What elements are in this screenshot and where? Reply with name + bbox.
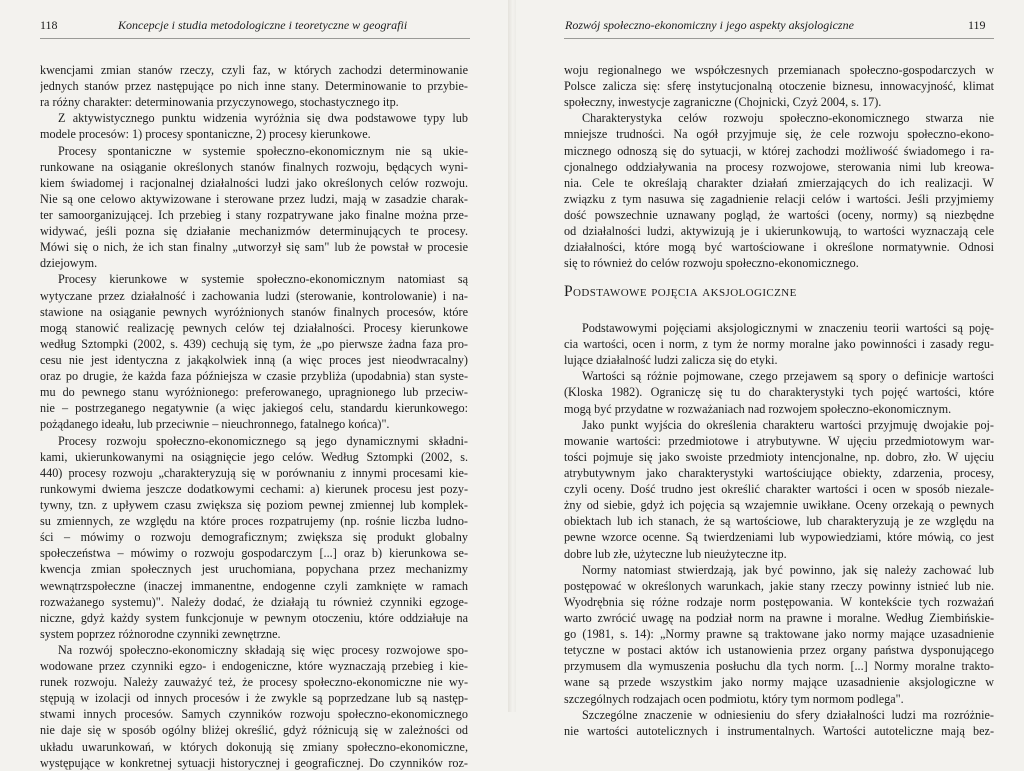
text-line: 440) procesy rozwoju „charakteryzują się w porównaniu z innymi procesami kie- xyxy=(40,465,468,480)
left-header-rule xyxy=(40,38,470,39)
text-line: runkowane na osiąganie określonych stanów finalnych rozwoju, będących wyni- xyxy=(40,159,468,174)
text-line: nie wartości autotelicznych i instrumentalnych. Wartości autoteliczne mają bez- xyxy=(564,723,994,738)
left-page xyxy=(0,0,508,770)
text-line: Jako punkt wyjścia do określenia charakteru wartości przyjmuję dwojakie poj- xyxy=(582,417,994,432)
right-running-title: Rozwój społeczno-ekonomiczny i jego aspekty aksjologiczne xyxy=(565,18,854,32)
text-line: ści – mówimy o rozwoju demograficznym; zwiększa się produkt globalny xyxy=(40,530,468,545)
right-page-number: 119 xyxy=(968,18,986,32)
text-line: według Sztompki (2002, s. 439) cechują się tym, że „po pierwsze żadna faza pro- xyxy=(40,336,468,351)
right-header-rule xyxy=(564,38,994,39)
text-line: Procesy rozwoju społeczno-ekonomicznego są jego dynamicznymi składni- xyxy=(58,433,468,448)
text-line: stępują w izolacji od innych procesów i że zwykle są poprzedzane lub są następ- xyxy=(40,691,468,706)
text-line: widywać, jeśli pozna się działanie mechanizmów determinujących te procesy. xyxy=(40,224,468,239)
text-line: dość powszechnie uznawany pogląd, że wartości (oceny, normy) są niezbędne xyxy=(564,207,994,222)
text-line: wane są przede wszystkim jako normy mające uzasadnienie aksjologiczne w xyxy=(564,675,994,690)
text-line: Mówi się o nich, że ich stan finalny „utworzył się sam" lub że powstał w procesie xyxy=(40,240,468,255)
text-line: układu uwarunkowań, w których dokonują się zmiany społeczno-ekonomiczne, xyxy=(40,739,468,754)
left-running-title: Koncepcje i studia metodologiczne i teoretyczne w geografii xyxy=(118,18,408,32)
text-line: atrybutywnym jako charakterystyki wartościujące obiekty, zdarzenia, procesy, xyxy=(564,465,994,480)
text-line: społeczeństwa – mówimy o rozwoju gospodarczym [...] oraz b) kierunkowa se- xyxy=(40,546,468,561)
text-line: postępować w określonych warunkach, jakie stany rzeczy powinny istnieć lub nie. xyxy=(564,578,994,593)
text-line: Szczególne znaczenie w odniesieniu do sfery działalności ludzi ma rozróżnie- xyxy=(582,707,994,722)
text-line: mogą stanowić realizację pewnych celów tej działalności. Procesy kierunkowe xyxy=(40,320,468,335)
text-line: lujące działalność ludzi zalicza się do etyki. xyxy=(564,353,778,368)
text-line: Normy natomiast stwierdzają, jak być powinno, jak się należy zachować lub xyxy=(582,562,994,577)
text-line: występujące w konkretnej sytuacji historycznej i geograficznej. Do czynników roz- xyxy=(40,755,468,770)
text-line: wewnątrzspołeczne (inaczej immanentne, endogenne czyli zamknięte w ramach xyxy=(40,578,468,593)
text-line: żny od siebie, gdyż ich pojęcia są wzajemnie uwikłane. Oceny orzekają o pewnych xyxy=(564,498,994,513)
text-line: mniejsze trudności. Na ogół przyjmuje się, że cele rozwoju społeczno-ekono- xyxy=(564,127,994,142)
text-line: mogą być przydatne w rozważaniach nad rozwojem społeczno-ekonomicznym. xyxy=(564,401,952,416)
left-page-number: 118 xyxy=(40,18,58,32)
text-line: ra różny charakter: determinowania przyczynowego, stochastycznego itp. xyxy=(40,95,399,110)
text-line: warto zwrócić uwagę na podział norm na prawne i moralne. Według Ziembińskie- xyxy=(564,610,994,625)
text-line: związku z tym nasuwa się zagadnienie relacji celów i wartości. Jeśli przyjmiemy xyxy=(564,191,994,206)
text-line: pewne wzorce ocenne. Są twierdzeniami lub wypowiedziami, które mówią, co jest xyxy=(564,530,994,545)
text-line: Charakterystyka celów rozwoju społeczno-ekonomicznego stwarza nie xyxy=(582,111,994,126)
text-line: pożądanego ideału, lub przeciwnie – nieuchronnego, fatalnego końca)". xyxy=(40,417,390,432)
text-line: czyli oceny. Dość trudno jest określić charakter wartości i ocen w sposób niezale- xyxy=(564,482,994,497)
text-line: kami, ukierunkowanymi na osiągnięcie jego celów. Według Sztompki (2002, s. xyxy=(40,449,468,464)
text-line: runkowymi dwiema jeszcze dodatkowymi cechami: a) kierunek procesu jest pozy- xyxy=(40,481,468,496)
text-line: nia. Cele te określają charakter działań zmierzających do ich realizacji. W xyxy=(564,175,994,190)
text-line: wodowane przez czynniki egzo- i endogeniczne, które wyznaczają przebieg i kie- xyxy=(40,659,468,674)
section-heading: Podstawowe pojęcia aksjologiczne xyxy=(564,283,797,300)
text-line: tetyczne w postaci aktów ich ustanowienia przez organy państwa dysponującego xyxy=(564,643,994,658)
text-line: Wartości są różnie pojmowane, czego przejawem są spory o definicje wartości xyxy=(582,369,994,384)
text-line: Na rozwój społeczno-ekonomiczny składają się więc procesy rozwojowe spo- xyxy=(58,642,468,657)
text-line: rozważanego systemu)". Należy dodać, że działają tu również czynniki egzoge- xyxy=(40,594,468,609)
text-line: cjonalnego oddziaływania na procesy rozwojowe, sterowania nimi lub kreowa- xyxy=(564,159,994,174)
text-line: szczególnych rodzajach ocen podmiotu, który tym normom podlega". xyxy=(564,691,904,706)
right-text-column-top xyxy=(564,62,994,271)
text-line: stawione na osiąganie pewnych wyróżnionych stanów finalnych procesów, które xyxy=(40,304,468,319)
text-line: mu do pewnego stanu wyróżnionego: preferowanego, upragnionego lub przeciw- xyxy=(40,385,468,400)
text-line: (Kloska 1982). Ograniczę się tu do charakterystyki tych pojęć wartości, które xyxy=(564,385,994,400)
text-line: go (1981, s. 14): „Normy prawne są traktowane jako normy mające uzasadnienie xyxy=(564,627,994,642)
text-line: modele procesów: 1) procesy spontaniczne, 2) procesy kierunkowe. xyxy=(40,127,371,142)
text-line: micznego odnoszą się do sytuacji, w której zachodzi możliwość świadomego i ra- xyxy=(564,143,994,158)
text-line: woju regionalnego we współczesnych przemianach społeczno-gospodarczych w xyxy=(564,63,994,77)
text-line: nie daje się w sposób ogólny bliżej określić, gdyż różnicują się w zależności od xyxy=(40,723,468,738)
text-line: kwencjami zmian stanów rzeczy, czyli faz, w których zachodzi determinowanie xyxy=(40,63,468,77)
text-line: cesu nie jest identyczna z jakąkolwiek inną (a więc proces jest nieodwracalny) xyxy=(40,352,468,367)
text-line: się to również do celów rozwoju społeczno-ekonomicznego. xyxy=(564,256,859,271)
text-line: system poprzez różnorodne czynniki zewnętrzne. xyxy=(40,626,281,641)
book-gutter xyxy=(508,0,516,712)
text-line: tości pojmuje się jako swoiste przedmioty intencjonalne, np. dobro, zło. W ujęciu xyxy=(564,449,994,464)
text-line: wytyczane przez działalność i zachowania ludzi (sterowanie, kontrolowanie) i na- xyxy=(40,288,468,303)
text-line: społeczny, inwestycje zagraniczne (Chojnicki, Czyż 2004, s. 17). xyxy=(564,95,882,110)
text-line: od działalności ludzi, aktywizują je i ukierunkowują, to wartości wyznaczają cele xyxy=(564,224,994,239)
text-line: jednych stanów przez następujące po nich inne stany. Determinowanie to przybie- xyxy=(40,79,468,94)
right-page xyxy=(516,0,1024,738)
text-line: su zmiennych, ze względu na które proces rozpatrujemy (np. rośnie liczba ludno- xyxy=(40,514,468,529)
left-text-column xyxy=(40,62,468,771)
text-line: Procesy kierunkowe w systemie społeczno-ekonomicznym natomiast są xyxy=(58,272,468,287)
text-line: tywny, tzn. z upływem czasu zwiększa się poziom pewnej zmiennej lub komplek- xyxy=(40,497,468,512)
text-line: nie – postrzeganego negatywnie (a więc jakiegoś celu, standardu kierunkowego: xyxy=(40,401,468,416)
right-text-column-bottom xyxy=(564,320,994,739)
text-line: Wyodrębnia się różne rodzaje norm postępowania. W kontekście tych rozważań xyxy=(564,594,994,609)
text-line: kiem świadomej i racjonalnej działalności ludzi jako określonych celów rozwoju. xyxy=(40,175,468,190)
text-line: dobre lub złe, użyteczne lub nieużyteczne itp. xyxy=(564,546,787,561)
text-line: runek rozwoju. Należy zauważyć też, że procesy społeczno-ekonomiczne nie wy- xyxy=(40,675,468,690)
text-line: działalności, które mogą być wartościowane i określone normatywnie. Odnosi xyxy=(564,240,994,255)
text-line: cia wartości, ocen i norm, z tym że normy moralne jako powinności i zasady regu- xyxy=(564,337,994,352)
text-line: obiektach lub ich stanach, że są wartościowe, lub charakteryzują je ze względu na xyxy=(564,514,994,529)
text-line: Z aktywistycznego punktu widzenia wyróżnia się dwa podstawowe typy lub xyxy=(58,111,468,126)
text-line: ter samoorganizującej. Ich przebieg i stany rozpatrywane jako finalne można prze- xyxy=(40,207,468,222)
text-line: kwencja zmian społecznych jest uruchomiana, popychana przez mechanizmy xyxy=(40,562,468,577)
text-line: dziejowym. xyxy=(40,256,98,271)
text-line: mowanie wartości: przedmiotowe i atrybutywne. W ujęciu przedmiotowym war- xyxy=(564,433,994,448)
text-line: niczne, gdyż każdy system funkcjonuje w pewnym otoczeniu, które oddziałuje na xyxy=(40,610,468,625)
text-line: stwami innych procesów. Samych czynników rozwoju społeczno-ekonomicznego xyxy=(40,707,468,722)
text-line: Nie są one celowo aktywizowane i sterowane przez ludzi, mają w zasadzie charak- xyxy=(40,191,468,206)
text-line: przymusem dla wymuszenia posłuchu dla tych norm. [...] Normy moralne trakto- xyxy=(564,659,994,674)
text-line: Procesy spontaniczne w systemie społeczno-ekonomicznym nie są ukie- xyxy=(58,143,468,158)
text-line: Polsce zalicza się: sferę instytucjonalną otoczenie biznesu, innowacyjność, klimat xyxy=(564,79,994,94)
text-line: oraz po drugie, że każda faza późniejsza w czasie przybliża (upodabnia) stan syste- xyxy=(40,369,468,384)
text-line: Podstawowymi pojęciami aksjologicznymi w znaczeniu teorii wartości są poję- xyxy=(582,321,994,335)
